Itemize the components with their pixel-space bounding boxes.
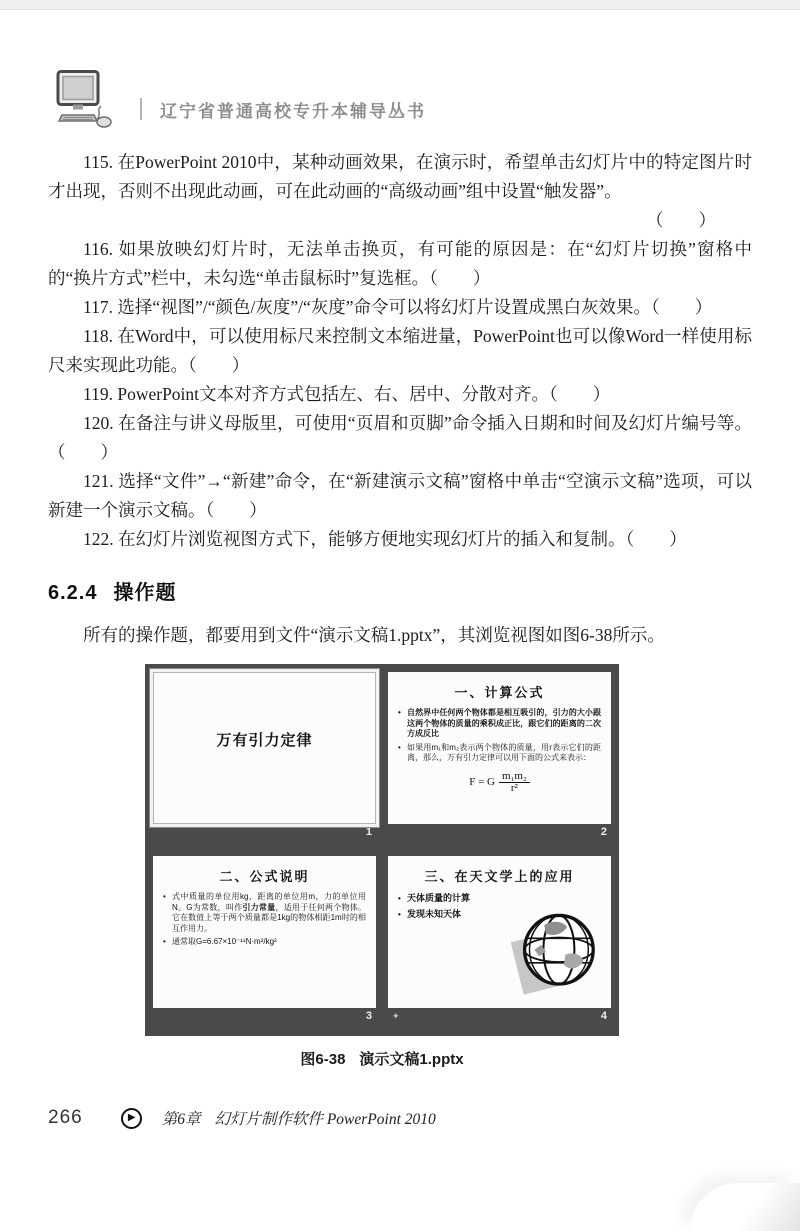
bullet-bold-text: 引力常量 [242,902,276,912]
page-footer [48,1107,800,1129]
formula-denominator: r² [510,781,518,794]
slide-thumbnail-1 [153,672,376,824]
question-list [48,148,752,554]
slide-number-row [153,824,376,839]
slide-number-1: 1 [365,826,372,838]
question-number: 119. [83,384,113,404]
question-text: PowerPoint文本对齐方式包括左、右、居中、分散对齐。（ ） [117,384,611,404]
slide-number-row [388,1008,611,1023]
bullet-text: 式中质量的单位用kg，距离的单位用m，力的单位用N。G为常数，叫作 [172,892,366,912]
slide-thumbnail-3 [153,856,376,1008]
section-heading [48,576,800,605]
question-number: 115. [83,152,113,172]
slide2-title: 一、计算公式 [454,685,545,700]
question-122 [48,525,752,554]
question-118 [48,322,752,380]
figure-caption [145,1048,619,1069]
globe-image [505,907,603,1004]
question-115-answer-bracket: （ ） [646,210,716,230]
slide-number-3: 3 [365,1010,372,1022]
question-116 [48,235,752,293]
slide4-bullet-2: • 发现未知天体 [398,908,601,921]
series-title: 辽宁省普通高校专升本辅导丛书 [160,102,426,121]
question-number: 116. [83,239,113,259]
question-number: 122. [83,529,114,549]
play-triangle-glyph: ▶ [127,1112,136,1123]
chapter-title: 幻灯片制作软件 PowerPoint 2010 [214,1111,436,1128]
question-117 [48,293,752,322]
question-115 [48,148,752,206]
header-divider [140,98,142,120]
question-number: 117. [83,297,113,317]
book-header [52,70,800,128]
question-text: 选择“视图”/“颜色/灰度”/“灰度”命令可以将幻灯片设置成黑白灰效果。（ ） [117,297,713,317]
slide-number-row [153,1008,376,1023]
slide-thumbnail-2 [388,672,611,824]
question-text: 选择“文件”→“新建”命令，在“新建演示文稿”窗格中单击“空演示文稿”选项，可以新建一个演示文稿。（ ） [48,471,752,520]
transition-indicator-icon: ✦ [392,1010,400,1021]
question-text: 如果放映幻灯片时，无法单击换页，有可能的原因是：在“幻灯片切换”窗格中的“换片方式”栏中，未勾选“单击鼠标时”复选框。（ ） [48,239,752,288]
formula-numerator: m₁m₂ [499,771,530,783]
slide-cell-1 [153,672,376,850]
figure-slide-sorter [145,664,619,1036]
chapter-footer-text [162,1107,436,1129]
slide3-title: 二、公式说明 [219,869,310,884]
gravitation-formula [398,771,601,794]
slide-thumbnail-4 [388,856,611,1008]
computer-logo-icon [52,70,116,128]
slide-number-2: 2 [600,826,607,838]
slide3-bullet-1 [163,892,366,934]
question-number: 118. [83,326,113,346]
page-number: 266 [48,1107,83,1128]
intro-paragraph: 所有的操作题，都要用到文件“演示文稿1.pptx”，其浏览视图如图6-38所示。 [83,625,665,645]
caption-label: 图6-38 [300,1051,346,1068]
slide1-title: 万有引力定律 [216,731,313,749]
question-text: 在备注与讲义母版里，可使用“页眉和页脚”命令插入日期和时间及幻灯片编号等。（ ） [48,413,752,462]
page-curl-decoration [690,1183,800,1231]
slide-number-4: 4 [600,1010,607,1022]
section-title: 操作题 [113,582,177,604]
slide4-bullet-1: • 天体质量的计算 [398,892,601,905]
slide2-bullet-1: • 自然界中任何两个物体都是相互吸引的，引力的大小跟这两个物体的质量的乘积成正比，跟它们的距离的二次方成反比 [398,708,601,740]
chapter-label: 第6章 [161,1111,201,1128]
question-121 [48,467,752,525]
slide-number-row [388,824,611,839]
play-icon [121,1108,142,1129]
question-number: 121. [83,471,114,491]
question-text: 在幻灯片浏览视图方式下，能够方便地实现幻灯片的插入和复制。（ ） [118,529,687,549]
slide2-bullet-2: • 如果用m₁和m₂表示两个物体的质量，用r表示它们的距离，那么，万有引力定律可以用下面的公式来表示： [398,743,601,764]
slide-cell-2 [388,672,611,850]
question-120 [48,409,752,467]
bullet-text: ，适用于任何两个物体。它在数值上等于两个质量都是1kg的物体相距1m时的相互作用力。 [172,902,367,933]
caption-text: 演示文稿1.pptx [359,1051,464,1068]
formula-lhs: F = G [469,775,495,788]
slide-cell-4 [388,856,611,1034]
question-119 [48,380,752,409]
slide-cell-3 [153,856,376,1034]
question-number: 120. [83,413,114,433]
page-top-strip [0,0,800,10]
section-number: 6.2.4 [48,582,98,604]
slide4-title: 三、在天文学上的应用 [424,869,575,884]
question-text: 在PowerPoint 2010中，某种动画效果，在演示时，希望单击幻灯片中的特定图片时才出现，否则不出现此动画，可在此动画的“高级动画”组中设置“触发器”。 [48,152,753,201]
question-text: 在Word中，可以使用标尺来控制文本缩进量，PowerPoint也可以像Word一样使用标尺来实现此功能。（ ） [48,326,753,375]
slide3-bullet-2: • 通常取G=6.67×10⁻¹¹N·m²/kg² [163,937,366,948]
